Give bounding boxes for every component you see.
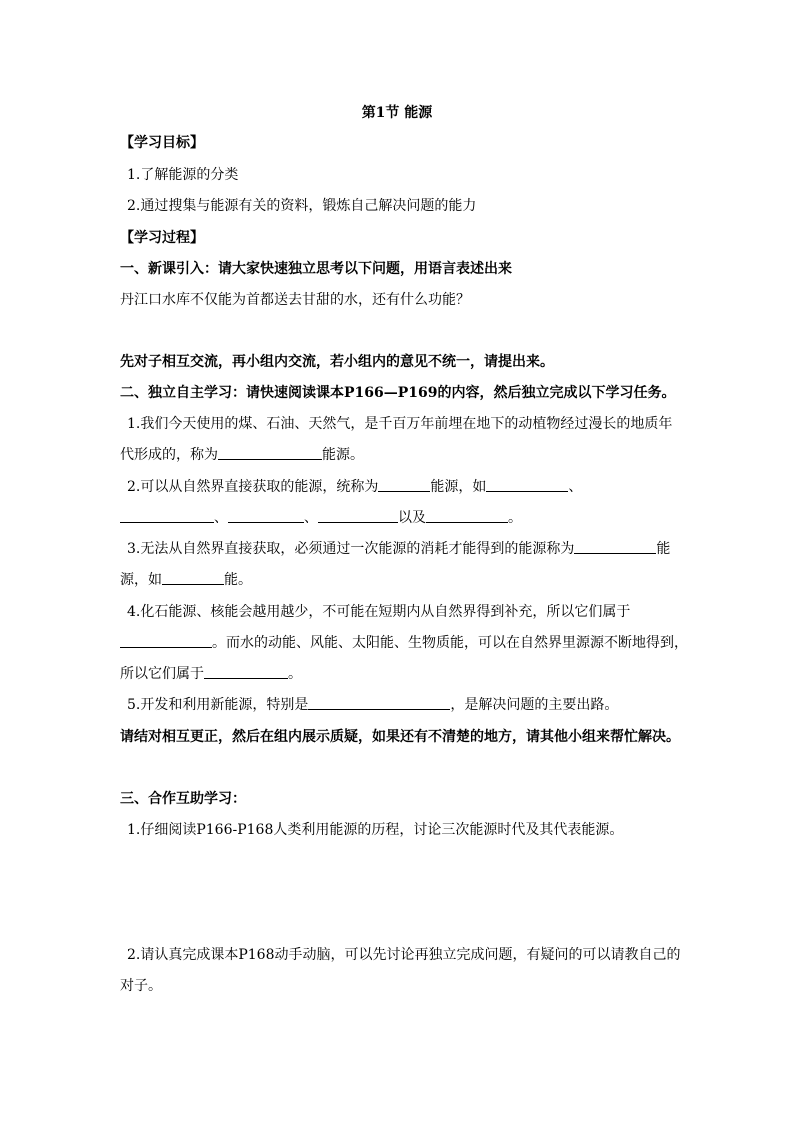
blank-example-4[interactable]	[318, 508, 398, 523]
blank-primary-energy[interactable]	[378, 477, 430, 492]
section-3-heading: 三、合作互助学习：	[120, 791, 246, 807]
blank-example-1[interactable]	[486, 477, 568, 492]
question-2-text-d: 、	[214, 510, 228, 526]
question-2-line-1	[127, 477, 582, 497]
blank-nonrenewable[interactable]	[120, 633, 212, 648]
question-3-text-c: 源，如	[120, 572, 162, 588]
question-2-text-c: 、	[568, 479, 583, 495]
question-5-text-a: 5.开发和利用新能源，特别是	[127, 697, 309, 713]
question-3-text-b: 能	[656, 541, 671, 557]
question-5-text-b: ，是解决问题的主要出路。	[450, 697, 619, 713]
question-4-line-3	[120, 664, 302, 684]
question-2-text-g: 。	[508, 510, 522, 526]
question-4-text-d: 。	[288, 666, 302, 682]
question-4-line-1: 4.化石能源、核能会越用越少，不可能在短期内从自然界得到补充，所以它们属于	[127, 604, 631, 620]
question-3-line-1	[127, 539, 670, 559]
question-1-line-1: 1.我们今天使用的煤、石油、天然气，是千百万年前埋在地下的动植物经过漫长的地质年	[127, 416, 673, 432]
coop-task-1: 1.仔细阅读P166-P168人类利用能源的历程，讨论三次能源时代及其代表能源。	[127, 822, 624, 838]
question-2-text-b: 能源，如	[430, 479, 487, 495]
question-2-text-f: 以及	[398, 510, 426, 526]
blank-secondary-example[interactable]	[162, 570, 224, 585]
question-3-text-a: 3.无法从自然界直接获取，必须通过一次能源的消耗才能得到的能源称为	[127, 541, 575, 557]
heading-process: 【学习过程】	[120, 230, 204, 246]
goal-1: 1.了解能源的分类	[127, 167, 239, 183]
blank-example-3[interactable]	[228, 508, 304, 523]
intro-question: 丹江口水库不仅能为首都送去甘甜的水，还有什么功能？	[120, 292, 470, 308]
heading-goals: 【学习目标】	[120, 135, 204, 151]
blank-new-energy[interactable]	[308, 695, 450, 710]
coop-task-2-line-1: 2.请认真完成课本P168动手动脑，可以先讨论再独立完成问题，有疑问的可以请教自己的	[127, 947, 681, 963]
goal-2: 2.通过搜集与能源有关的资料，锻炼自己解决问题的能力	[127, 198, 477, 214]
question-1-line-2	[120, 445, 364, 465]
blank-example-5[interactable]	[426, 508, 508, 523]
question-5	[127, 695, 618, 715]
section-1-heading: 一、新课引入：请大家快速独立思考以下问题，用语言表述出来	[120, 261, 512, 277]
coop-task-2-line-2: 对子。	[120, 978, 162, 994]
question-3-line-2	[120, 570, 252, 590]
question-1-text-a: 代形成的，称为	[120, 447, 218, 463]
question-2-text-a: 2.可以从自然界直接获取的能源，统称为	[127, 479, 379, 495]
question-4-line-2	[120, 633, 688, 653]
instruction-1: 先对子相互交流，再小组内交流，若小组内的意见不统一，请提出来。	[120, 354, 554, 370]
question-2-text-e: 、	[304, 510, 318, 526]
blank-fossil-energy[interactable]	[218, 445, 322, 460]
question-3-text-d: 能。	[224, 572, 252, 588]
blank-example-2[interactable]	[120, 508, 214, 523]
question-2-line-2	[120, 508, 522, 528]
blank-secondary-energy[interactable]	[574, 539, 656, 554]
instruction-2: 请结对相互更正，然后在组内展示质疑，如果还有不清楚的地方，请其他小组来帮忙解决。	[120, 729, 680, 745]
question-4-text-b: 。而水的动能、风能、太阳能、生物质能，可以在自然界里源源不断地得到，	[212, 635, 688, 651]
section-2-heading: 二、独立自主学习：请快速阅读课本P166—P169的内容，然后独立完成以下学习任务。	[120, 385, 676, 401]
question-4-text-c: 所以它们属于	[120, 666, 204, 682]
question-1-text-b: 能源。	[322, 447, 364, 463]
blank-renewable[interactable]	[204, 664, 288, 679]
page-title: 第1节 能源	[361, 105, 433, 121]
